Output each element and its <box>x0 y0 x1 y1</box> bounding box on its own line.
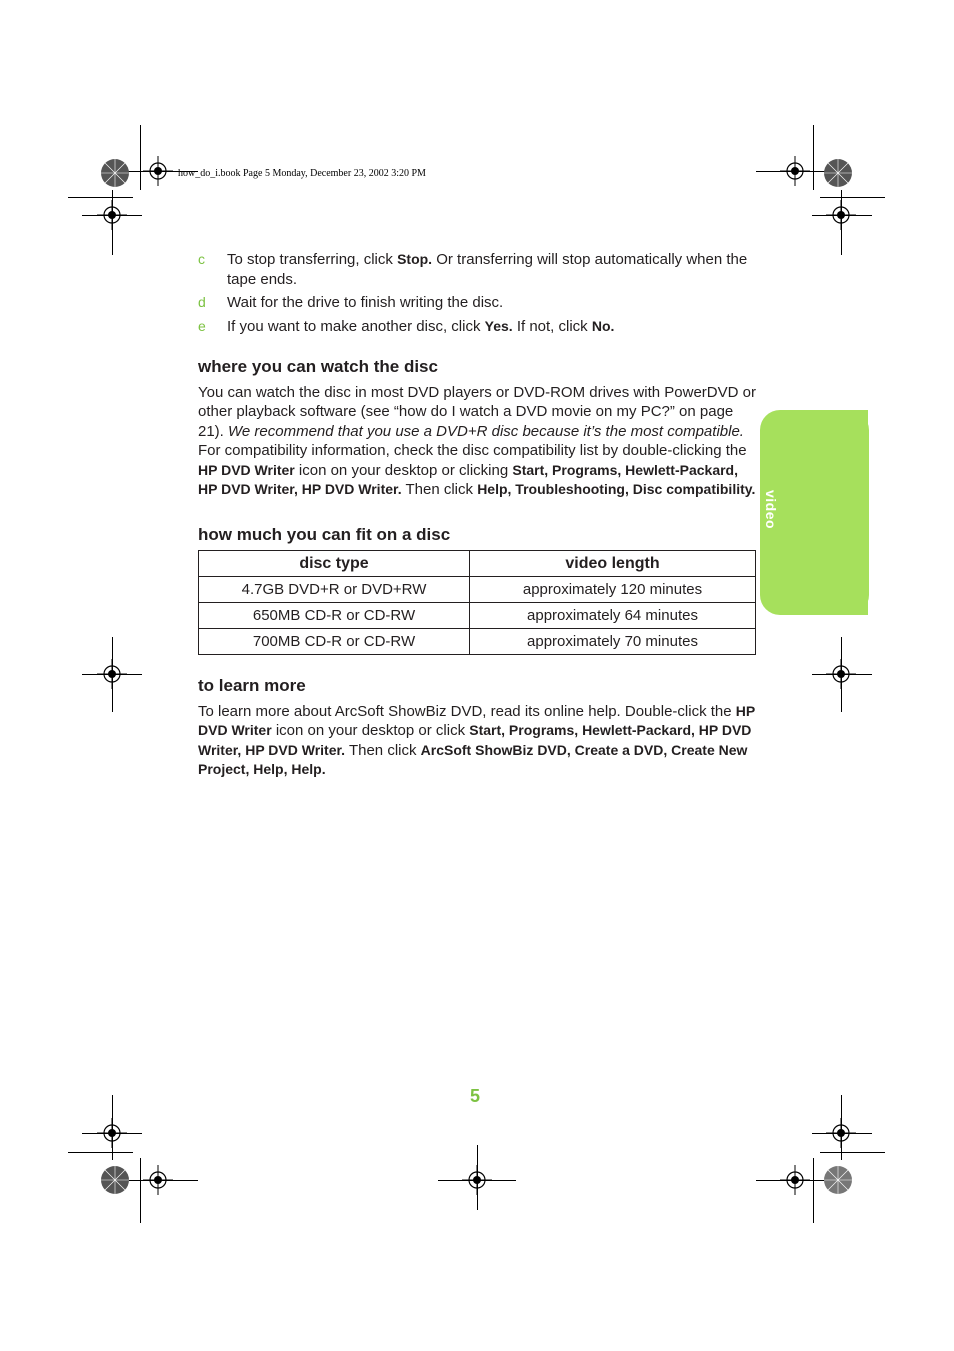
print-slug: how_do_i.book Page 5 Monday, December 23, 2002 3:20 PM <box>178 168 426 179</box>
step-letter: c <box>198 251 205 267</box>
table-cell: approximately 120 minutes <box>470 577 756 603</box>
section-body-watch: You can watch the disc in most DVD players or DVD-ROM drives with PowerDVD or other playback software (see “how do I watch a DVD movie on my PC?” on page 21). We recommend that you use a DVD+R disc because it’s the most compatible. For compatibility information, check the disc compatibility list by double-clicking the HP DVD Writer icon on your desktop or clicking Start, Programs, Hewlett-Packard, HP DVD Writer, HP DVD Writer. Then click Help, Troubleshooting, Disc compatibility. <box>198 383 756 498</box>
starburst-mark-icon <box>100 158 130 188</box>
page-content <box>198 250 758 780</box>
table-row <box>199 603 756 629</box>
table-row <box>199 629 756 655</box>
step-item: d Wait for the drive to finish writing the disc. <box>198 294 504 311</box>
table-row <box>199 577 756 603</box>
step-item: c To stop transferring, click Stop. Or transferring will stop automatically when the tape ends. <box>198 251 748 288</box>
section-heading-fit: how much you can fit on a disc <box>198 524 451 544</box>
table-cell: approximately 64 minutes <box>470 603 756 629</box>
table-cell: 650MB CD-R or CD-RW <box>199 603 470 629</box>
disc-capacity-table <box>198 550 756 655</box>
step-letter: e <box>198 317 206 334</box>
starburst-mark-icon <box>100 1165 130 1195</box>
starburst-mark-icon <box>823 158 853 188</box>
column-header-disc-type: disc type <box>199 551 470 577</box>
table-cell: 700MB CD-R or CD-RW <box>199 629 470 655</box>
starburst-mark-icon <box>823 1165 853 1195</box>
column-header-video-length: video length <box>470 551 756 577</box>
step-list <box>198 250 758 336</box>
section-heading-learn: to learn more <box>198 676 306 695</box>
section-body-learn: To learn more about ArcSoft ShowBiz DVD, read its online help. Double-click the HP DVD Writer icon on your desktop or click Start, Programs, Hewlett-Packard, HP DVD Writer, HP DVD Writer. Then click ArcSoft ShowBiz DVD, Create a DVD, Create New Project, Help, Help. <box>198 702 755 777</box>
section-heading-watch: where you can watch the disc <box>198 357 438 376</box>
table-header-row <box>199 551 756 577</box>
section-tab-label: video <box>763 490 779 530</box>
step-letter: d <box>198 294 206 310</box>
page-number: 5 <box>470 1086 481 1106</box>
table-cell: approximately 70 minutes <box>470 629 756 655</box>
table-cell: 4.7GB DVD+R or DVD+RW <box>199 577 470 603</box>
step-item: e If you want to make another disc, click Yes. If not, click No. <box>198 317 615 335</box>
